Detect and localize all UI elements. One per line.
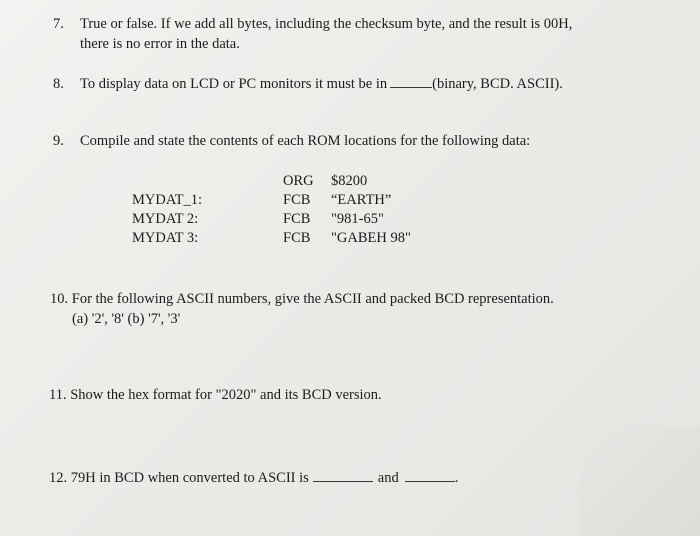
question-text-line-2: (a) '2', '8' (b) '7', '3' bbox=[72, 311, 181, 327]
question-number: 7. bbox=[53, 16, 64, 32]
code-operand: "981-65" bbox=[331, 211, 384, 227]
code-labels-column bbox=[132, 172, 202, 248]
code-label: MYDAT 3: bbox=[132, 230, 199, 246]
answer-blank-2[interactable] bbox=[405, 467, 455, 482]
code-directive: ORG bbox=[283, 173, 314, 189]
question-text: Compile and state the contents of each ROM locations for the following data: bbox=[80, 133, 531, 149]
page-shadow bbox=[580, 426, 700, 536]
code-operand: “EARTH” bbox=[331, 192, 392, 208]
question-options: (binary, BCD. ASCII). bbox=[432, 76, 563, 92]
question-12 bbox=[49, 467, 458, 487]
question-text-and: and bbox=[377, 470, 399, 486]
code-operand: "GABEH 98" bbox=[331, 230, 411, 246]
question-9 bbox=[53, 132, 530, 150]
question-7 bbox=[53, 15, 572, 33]
code-label bbox=[132, 172, 202, 191]
code-directive: FCB bbox=[283, 211, 311, 227]
question-10 bbox=[50, 290, 554, 308]
question-8 bbox=[53, 73, 563, 93]
question-text: To display data on LCD or PC monitors it must be in bbox=[80, 76, 388, 92]
question-7-continued bbox=[80, 35, 240, 53]
question-text-line-2: there is no error in the data. bbox=[80, 36, 240, 52]
question-number: 9. bbox=[53, 133, 64, 149]
code-label: MYDAT 2: bbox=[132, 211, 199, 227]
code-directive: FCB bbox=[283, 230, 311, 246]
question-text: 11. Show the hex format for "2020" and its BCD version. bbox=[49, 387, 382, 403]
answer-blank-1[interactable] bbox=[313, 467, 373, 482]
question-10-continued bbox=[72, 310, 180, 328]
question-text-end: . bbox=[454, 470, 459, 486]
question-text: 12. 79H in BCD when converted to ASCII is bbox=[49, 470, 309, 486]
code-directives-column bbox=[283, 172, 314, 248]
question-text-line-1: 10. For the following ASCII numbers, give the ASCII and packed BCD representation. bbox=[50, 291, 554, 307]
question-text-line-1: True or false. If we add all bytes, including the checksum byte, and the result is 00H, bbox=[80, 16, 573, 32]
code-directive: FCB bbox=[283, 192, 311, 208]
code-label: MYDAT_1: bbox=[132, 192, 203, 208]
question-11 bbox=[49, 386, 382, 404]
question-number: 8. bbox=[53, 76, 64, 92]
code-operands-column bbox=[331, 172, 411, 248]
code-operand: $8200 bbox=[331, 173, 368, 189]
answer-blank[interactable] bbox=[390, 73, 432, 88]
